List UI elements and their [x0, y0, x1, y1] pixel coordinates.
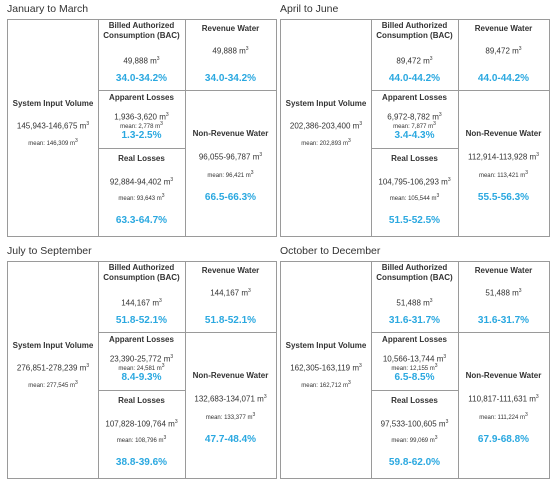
real-losses-label: [371, 396, 458, 406]
system-input-range: [8, 361, 98, 374]
real-losses-percent-text: 51.5-52.5%: [388, 215, 441, 226]
revenue-water-value-text: 51,488: [485, 288, 510, 298]
unit-label: m: [79, 121, 87, 131]
real-losses-label: [371, 154, 458, 164]
system-input-mean: [281, 379, 371, 390]
unit-exponent: 3: [174, 419, 178, 425]
non-revenue-water-label-text: Non-Revenue Water: [192, 371, 269, 380]
divider: [98, 90, 276, 91]
divider: [371, 90, 549, 91]
system-input-label-text: System Input Volume: [12, 99, 94, 108]
unit-label: m: [239, 46, 246, 56]
quarter-panel: [7, 245, 277, 480]
real-losses-range-text: 97,533-100,605: [380, 419, 437, 429]
unit-label: m: [520, 173, 526, 179]
unit-exponent: 3: [359, 363, 362, 369]
unit-label: m: [150, 56, 157, 66]
bac-value-text: 144,167: [121, 298, 151, 308]
unit-exponent: 3: [86, 121, 90, 127]
bac-label: [98, 31, 185, 41]
unit-label: m: [247, 415, 253, 421]
real-losses-percent: [371, 215, 458, 227]
revenue-water-percent-text: 51.8-52.1%: [204, 315, 257, 326]
apparent-losses-mean-text: mean: 12,155: [391, 366, 429, 372]
real-losses-percent-text: 38.8-39.6%: [115, 457, 168, 468]
unit-exponent: 3: [250, 170, 254, 176]
unit-label: m: [529, 394, 536, 404]
real-losses-mean-text: mean: 105,544: [389, 196, 430, 202]
revenue-water-label: [185, 24, 276, 34]
real-losses-percent: [98, 457, 185, 469]
real-losses-mean-text: mean: 108,796: [116, 438, 157, 444]
revenue-water-value: [185, 44, 276, 57]
non-revenue-water-range-text: 110,817-111,631: [468, 394, 528, 404]
non-revenue-water-mean: [185, 169, 276, 180]
unit-label: m: [257, 394, 264, 404]
divider: [98, 332, 276, 333]
unit-exponent: 3: [359, 121, 363, 127]
apparent-losses-label: [371, 93, 458, 103]
non-revenue-water-mean: [185, 411, 276, 422]
unit-label: m: [156, 366, 162, 372]
bac-value-text: 51,488: [396, 298, 421, 308]
unit-exponent: 3: [259, 152, 263, 158]
system-input-range-text: 202,386-203,400: [289, 121, 351, 131]
revenue-water-percent-text: 31.6-31.7%: [477, 315, 530, 326]
revenue-water-label-text: Revenue Water: [474, 24, 533, 33]
unit-label: m: [241, 288, 249, 298]
non-revenue-water-percent-text: 47.7-48.4%: [204, 434, 257, 445]
unit-exponent: 3: [434, 435, 438, 441]
unit-label: m: [423, 298, 430, 308]
bac-label-text: Consumption (BAC): [103, 31, 180, 40]
non-revenue-water-percent: [458, 192, 549, 204]
unit-label: m: [342, 383, 348, 389]
revenue-water-percent-text: 34.0-34.2%: [204, 73, 257, 84]
revenue-water-value-text: 89,472: [485, 46, 510, 56]
unit-exponent: 3: [263, 394, 267, 400]
bac-label-text: Consumption (BAC): [376, 273, 453, 282]
bac-label: [98, 273, 185, 283]
non-revenue-water-range: [458, 392, 549, 405]
bac-percent-text: 34.0-34.2%: [115, 73, 168, 84]
unit-exponent: 3: [160, 121, 163, 127]
real-losses-label-text: Real Losses: [118, 396, 165, 405]
unit-exponent: 3: [443, 354, 447, 360]
bac-percent: [371, 315, 458, 327]
unit-label: m: [529, 152, 537, 162]
bac-percent-text: 44.0-44.2%: [388, 73, 441, 84]
real-losses-range: [371, 175, 458, 188]
unit-label: m: [245, 173, 251, 179]
unit-exponent: 3: [86, 363, 90, 369]
real-losses-mean: [371, 192, 458, 203]
unit-label: m: [69, 141, 75, 147]
apparent-losses-percent-text: 1.3-2.5%: [121, 130, 162, 141]
revenue-water-label: [458, 266, 549, 276]
non-revenue-water-label: [458, 129, 549, 139]
bac-percent: [371, 73, 458, 85]
unit-exponent: 3: [525, 412, 528, 418]
real-losses-range-text: 92,884-94,402: [109, 177, 162, 187]
apparent-losses-percent: [371, 130, 458, 142]
real-losses-percent: [98, 215, 185, 227]
revenue-water-percent-text: 44.0-44.2%: [477, 73, 530, 84]
unit-label: m: [429, 438, 435, 444]
bac-label: [371, 273, 458, 283]
bac-percent-text: 31.6-31.7%: [388, 315, 441, 326]
apparent-losses-label-text: Apparent Losses: [382, 93, 447, 102]
system-input-label-text: System Input Volume: [285, 341, 367, 350]
non-revenue-water-range: [185, 392, 276, 405]
unit-label: m: [342, 141, 348, 147]
real-losses-label-text: Real Losses: [391, 396, 438, 405]
apparent-losses-label: [371, 335, 458, 345]
non-revenue-water-range: [185, 150, 276, 163]
system-input-label: [8, 341, 98, 351]
divider: [371, 148, 458, 149]
unit-exponent: 3: [161, 363, 165, 369]
unit-label: m: [79, 363, 87, 373]
apparent-losses-range-text: 10,566-13,744: [382, 354, 435, 364]
real-losses-mean-text: mean: 99,069: [391, 438, 429, 444]
water-balance-table: [280, 261, 550, 479]
apparent-losses-label-text: Apparent Losses: [109, 93, 174, 102]
bac-percent: [98, 73, 185, 85]
unit-exponent: 3: [438, 112, 442, 118]
revenue-water-label: [458, 24, 549, 34]
non-revenue-water-mean: [458, 169, 549, 180]
real-losses-label: [98, 154, 185, 164]
revenue-water-label-text: Revenue Water: [201, 266, 260, 275]
bac-label: [371, 21, 458, 31]
non-revenue-water-percent-text: 55.5-56.3%: [477, 192, 530, 203]
revenue-water-label: [185, 266, 276, 276]
unit-exponent: 3: [252, 412, 256, 418]
unit-exponent: 3: [436, 193, 440, 199]
system-input-mean-text: mean: 146,309: [28, 141, 69, 147]
unit-label: m: [428, 124, 434, 130]
unit-label: m: [168, 419, 175, 429]
quarter-title: October to December: [280, 245, 381, 257]
unit-exponent: 3: [347, 380, 351, 386]
unit-exponent: 3: [434, 363, 438, 369]
unit-label: m: [158, 438, 164, 444]
unit-exponent: 3: [170, 177, 174, 183]
non-revenue-water-percent-text: 67.9-68.8%: [477, 434, 530, 445]
unit-label: m: [352, 121, 360, 131]
system-input-mean-text: mean: 162,712: [301, 383, 342, 389]
bac-label-text: Consumption (BAC): [376, 31, 453, 40]
real-losses-label-text: Real Losses: [391, 154, 438, 163]
real-losses-mean: [98, 192, 185, 203]
unit-label: m: [163, 177, 171, 187]
non-revenue-water-range-text: 112,914-113,928: [468, 152, 528, 162]
unit-exponent: 3: [159, 298, 162, 304]
unit-label: m: [163, 354, 171, 364]
unit-exponent: 3: [161, 193, 165, 199]
unit-label: m: [512, 46, 519, 56]
unit-label: m: [152, 298, 160, 308]
quarter-title: April to June: [280, 3, 339, 15]
real-losses-percent-text: 59.8-62.0%: [388, 457, 441, 468]
system-input-range: [281, 361, 371, 374]
apparent-losses-label-text: Apparent Losses: [382, 335, 447, 344]
system-input-label: [281, 341, 371, 351]
bac-value: [371, 296, 458, 309]
unit-label: m: [429, 366, 435, 372]
unit-exponent: 3: [429, 56, 433, 62]
apparent-losses-percent-text: 3.4-4.3%: [394, 130, 435, 141]
revenue-water-percent: [185, 315, 276, 327]
bac-label: [371, 263, 458, 273]
revenue-water-value-text: 49,888: [212, 46, 237, 56]
unit-exponent: 3: [518, 288, 522, 294]
non-revenue-water-mean-text: mean: 113,421: [478, 173, 519, 179]
apparent-losses-label: [98, 93, 185, 103]
revenue-water-percent: [458, 315, 549, 327]
non-revenue-water-mean-text: mean: 133,377: [205, 415, 246, 421]
bac-label-text: Billed Authorized: [381, 21, 448, 30]
system-input-range-text: 162,305-163,119: [290, 363, 351, 373]
non-revenue-water-percent: [458, 434, 549, 446]
real-losses-label: [98, 396, 185, 406]
bac-label-text: Billed Authorized: [381, 263, 448, 272]
non-revenue-water-mean-text: mean: 96,421: [207, 173, 245, 179]
apparent-losses-mean-text: mean: 7,877: [393, 124, 427, 130]
bac-value-text: 49,888: [123, 56, 148, 66]
quarter-panel: [7, 3, 277, 238]
real-losses-range-text: 104,795-106,293: [378, 177, 439, 187]
unit-label: m: [512, 288, 519, 298]
system-input-mean-text: mean: 277,545: [28, 383, 69, 389]
system-input-mean: [8, 137, 98, 148]
water-balance-table: [7, 19, 277, 237]
non-revenue-water-mean: [458, 411, 549, 422]
real-losses-range: [98, 417, 185, 430]
non-revenue-water-label-text: Non-Revenue Water: [465, 129, 542, 138]
unit-label: m: [155, 124, 161, 130]
system-input-range-text: 276,851-278,239: [16, 363, 78, 373]
revenue-water-label-text: Revenue Water: [474, 266, 533, 275]
unit-exponent: 3: [245, 46, 249, 52]
system-input-label: [281, 99, 371, 109]
unit-label: m: [432, 112, 439, 122]
revenue-water-value: [458, 286, 549, 299]
apparent-losses-range-text: 6,972-8,782: [387, 112, 430, 122]
unit-exponent: 3: [447, 177, 451, 183]
unit-exponent: 3: [170, 354, 174, 360]
non-revenue-water-label: [185, 129, 276, 139]
apparent-losses-percent-text: 8.4-9.3%: [121, 372, 162, 383]
non-revenue-water-range-text: 96,055-96,787: [198, 152, 251, 162]
unit-exponent: 3: [248, 288, 251, 294]
real-losses-mean: [98, 434, 185, 445]
unit-label: m: [69, 383, 75, 389]
divider: [98, 390, 185, 391]
bac-percent: [98, 315, 185, 327]
quarter-panel: [280, 3, 550, 238]
quarter-panel: [280, 245, 550, 480]
bac-value-text: 89,472: [396, 56, 421, 66]
unit-exponent: 3: [525, 170, 529, 176]
unit-exponent: 3: [433, 121, 436, 127]
unit-exponent: 3: [163, 435, 167, 441]
revenue-water-percent: [458, 73, 549, 85]
bac-value: [98, 296, 185, 309]
unit-exponent: 3: [156, 56, 160, 62]
bac-percent-text: 51.8-52.1%: [115, 315, 168, 326]
unit-label: m: [159, 112, 166, 122]
bac-label: [98, 21, 185, 31]
bac-value: [371, 54, 458, 67]
apparent-losses-range-text: 1,936-3,620: [114, 112, 157, 122]
system-input-range-text: 145,943-146,675: [16, 121, 78, 131]
real-losses-percent: [371, 457, 458, 469]
system-input-range: [8, 119, 98, 132]
non-revenue-water-percent: [185, 434, 276, 446]
unit-exponent: 3: [429, 298, 433, 304]
real-losses-mean-text: mean: 93,643: [118, 196, 156, 202]
unit-label: m: [520, 415, 526, 421]
apparent-losses-percent: [98, 372, 185, 384]
non-revenue-water-label-text: Non-Revenue Water: [465, 371, 542, 380]
apparent-losses-label: [98, 335, 185, 345]
real-losses-mean: [371, 434, 458, 445]
divider: [98, 148, 185, 149]
system-input-mean-text: mean: 202,893: [301, 141, 342, 147]
unit-label: m: [441, 177, 448, 187]
unit-label: m: [436, 354, 444, 364]
non-revenue-water-range-text: 132,683-134,071: [194, 394, 255, 404]
system-input-label-text: System Input Volume: [12, 341, 94, 350]
real-losses-percent-text: 63.3-64.7%: [115, 215, 168, 226]
divider: [371, 390, 458, 391]
revenue-water-percent: [185, 73, 276, 85]
apparent-losses-range-text: 23,390-25,772: [109, 354, 162, 364]
real-losses-range-text: 107,828-109,764: [105, 419, 166, 429]
bac-label: [371, 31, 458, 41]
revenue-water-value: [185, 286, 276, 299]
unit-exponent: 3: [74, 138, 78, 144]
divider: [371, 332, 549, 333]
unit-exponent: 3: [536, 152, 539, 158]
real-losses-range: [371, 417, 458, 430]
unit-exponent: 3: [165, 112, 169, 118]
non-revenue-water-label: [185, 371, 276, 381]
unit-label: m: [423, 56, 430, 66]
revenue-water-value: [458, 44, 549, 57]
bac-label-text: Billed Authorized: [108, 21, 175, 30]
system-input-mean: [281, 137, 371, 148]
real-losses-label-text: Real Losses: [118, 154, 165, 163]
apparent-losses-percent-text: 6.5-8.5%: [394, 372, 435, 383]
unit-label: m: [438, 419, 446, 429]
unit-label: m: [431, 196, 437, 202]
unit-label: m: [156, 196, 162, 202]
water-balance-table: [7, 261, 277, 479]
water-balance-table: [280, 19, 550, 237]
unit-label: m: [352, 363, 360, 373]
unit-exponent: 3: [347, 138, 351, 144]
bac-label: [98, 263, 185, 273]
unit-label: m: [252, 152, 260, 162]
non-revenue-water-mean-text: mean: 111,224: [479, 415, 519, 421]
unit-exponent: 3: [445, 419, 449, 425]
system-input-label-text: System Input Volume: [285, 99, 367, 108]
non-revenue-water-percent-text: 66.5-66.3%: [204, 192, 257, 203]
apparent-losses-label-text: Apparent Losses: [109, 335, 174, 344]
revenue-water-label-text: Revenue Water: [201, 24, 260, 33]
system-input-label: [8, 99, 98, 109]
quarter-title: January to March: [7, 3, 89, 15]
revenue-water-value-text: 144,167: [210, 288, 240, 298]
bac-label-text: Billed Authorized: [108, 263, 175, 272]
system-input-range: [281, 119, 371, 132]
unit-exponent: 3: [518, 46, 522, 52]
system-input-mean: [8, 379, 98, 390]
real-losses-range: [98, 175, 185, 188]
non-revenue-water-label-text: Non-Revenue Water: [192, 129, 269, 138]
apparent-losses-mean-text: mean: 2,778: [120, 124, 154, 130]
quarter-title: July to September: [7, 245, 92, 257]
apparent-losses-percent: [371, 372, 458, 384]
unit-exponent: 3: [535, 394, 539, 400]
non-revenue-water-percent: [185, 192, 276, 204]
apparent-losses-percent: [98, 130, 185, 142]
bac-value: [98, 54, 185, 67]
apparent-losses-mean-text: mean: 24,581: [118, 366, 156, 372]
non-revenue-water-range: [458, 150, 549, 163]
non-revenue-water-label: [458, 371, 549, 381]
unit-exponent: 3: [74, 380, 78, 386]
bac-label-text: Consumption (BAC): [103, 273, 180, 282]
